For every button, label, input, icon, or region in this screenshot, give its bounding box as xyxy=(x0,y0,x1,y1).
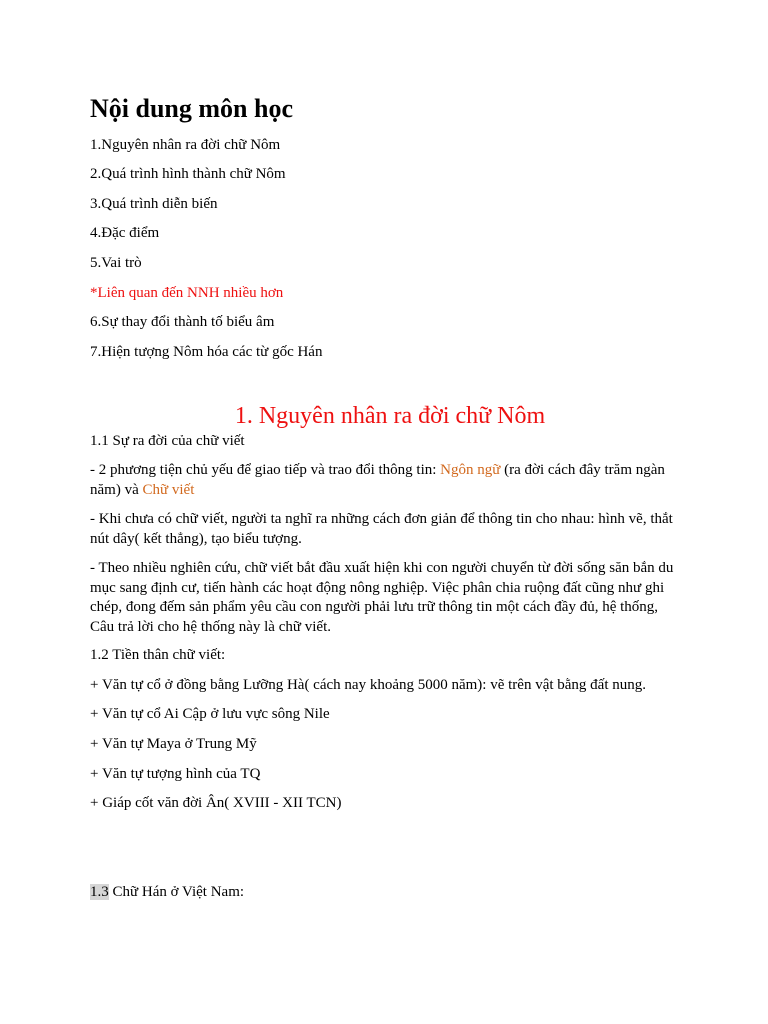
paragraph-text: (ra đời cách đây trăm ngàn năm) và xyxy=(90,462,665,498)
toc-item-5: 5.Vai trò xyxy=(90,255,142,271)
subsection-1-2-title: 1.2 Tiền thân chữ viết: xyxy=(90,647,226,663)
subsection-1-3-number: 1.3 xyxy=(90,884,109,900)
toc-item-1: 1.Nguyên nhân ra đời chữ Nôm xyxy=(90,137,281,153)
toc-item-2: 2.Quá trình hình thành chữ Nôm xyxy=(90,166,286,182)
list-item-4: + Văn tự tượng hình của TQ xyxy=(90,766,261,782)
subsection-1-1-title: 1.1 Sự ra đời của chữ viết xyxy=(90,433,245,449)
paragraph-1-1-b: - Khi chưa có chữ viết, người ta nghĩ ra những cách đơn giản để thông tin cho nhau: hình vẽ, thắt nút dây( kết thẳng), tạo biểu tượng. xyxy=(90,511,673,547)
document-title: Nội dung môn học xyxy=(90,94,293,123)
list-item-5: + Giáp cốt văn đời Ân( XVIII - XII TCN) xyxy=(90,795,342,811)
term-chu-viet: Chữ viết xyxy=(142,481,195,498)
section-1-heading xyxy=(90,400,690,432)
list-item-2: + Văn tự cổ Ai Cập ở lưu vực sông Nile xyxy=(90,706,330,722)
toc-note: *Liên quan đến NNH nhiều hơn xyxy=(90,285,284,301)
toc-item-6: 6.Sự thay đổi thành tố biểu âm xyxy=(90,314,275,330)
toc-item-3: 3.Quá trình diễn biến xyxy=(90,196,218,212)
section-1-title: Nguyên nhân ra đời chữ Nôm xyxy=(258,403,546,429)
list-item-1: + Văn tự cổ ở đồng bằng Lưỡng Hà( cách nay khoảng 5000 năm): vẽ trên vật bằng đất nung. xyxy=(90,677,646,693)
subsection-1-3-title xyxy=(90,883,682,903)
paragraph-1-1-c: - Theo nhiều nghiên cứu, chữ viết bắt đầu xuất hiện khi con người chuyển từ đời sống săn bắn du mục sang định cư, tiến hành các hoạt động nông nghiệp. Việc phân chia ruộng đất cũng như ghi chép, đong đếm sản phẩm yêu cầu con người phải lưu trữ thông tin một cách đầy đủ, hệ thống, Câu trả lời cho hệ thống này là chữ viết. xyxy=(90,560,674,635)
subsection-1-3-text: Chữ Hán ở Việt Nam: xyxy=(108,884,245,900)
list-item-3: + Văn tự Maya ở Trung Mỹ xyxy=(90,736,257,752)
paragraph-1-1-a xyxy=(90,461,682,500)
toc-item-4: 4.Đặc điểm xyxy=(90,225,160,241)
term-ngon-ngu: Ngôn ngữ xyxy=(440,462,501,478)
paragraph-text: - 2 phương tiện chủ yếu để giao tiếp và trao đổi thông tin: xyxy=(90,462,441,478)
toc-item-7: 7.Hiện tượng Nôm hóa các từ gốc Hán xyxy=(90,344,323,360)
section-1-number: 1. xyxy=(234,403,253,429)
